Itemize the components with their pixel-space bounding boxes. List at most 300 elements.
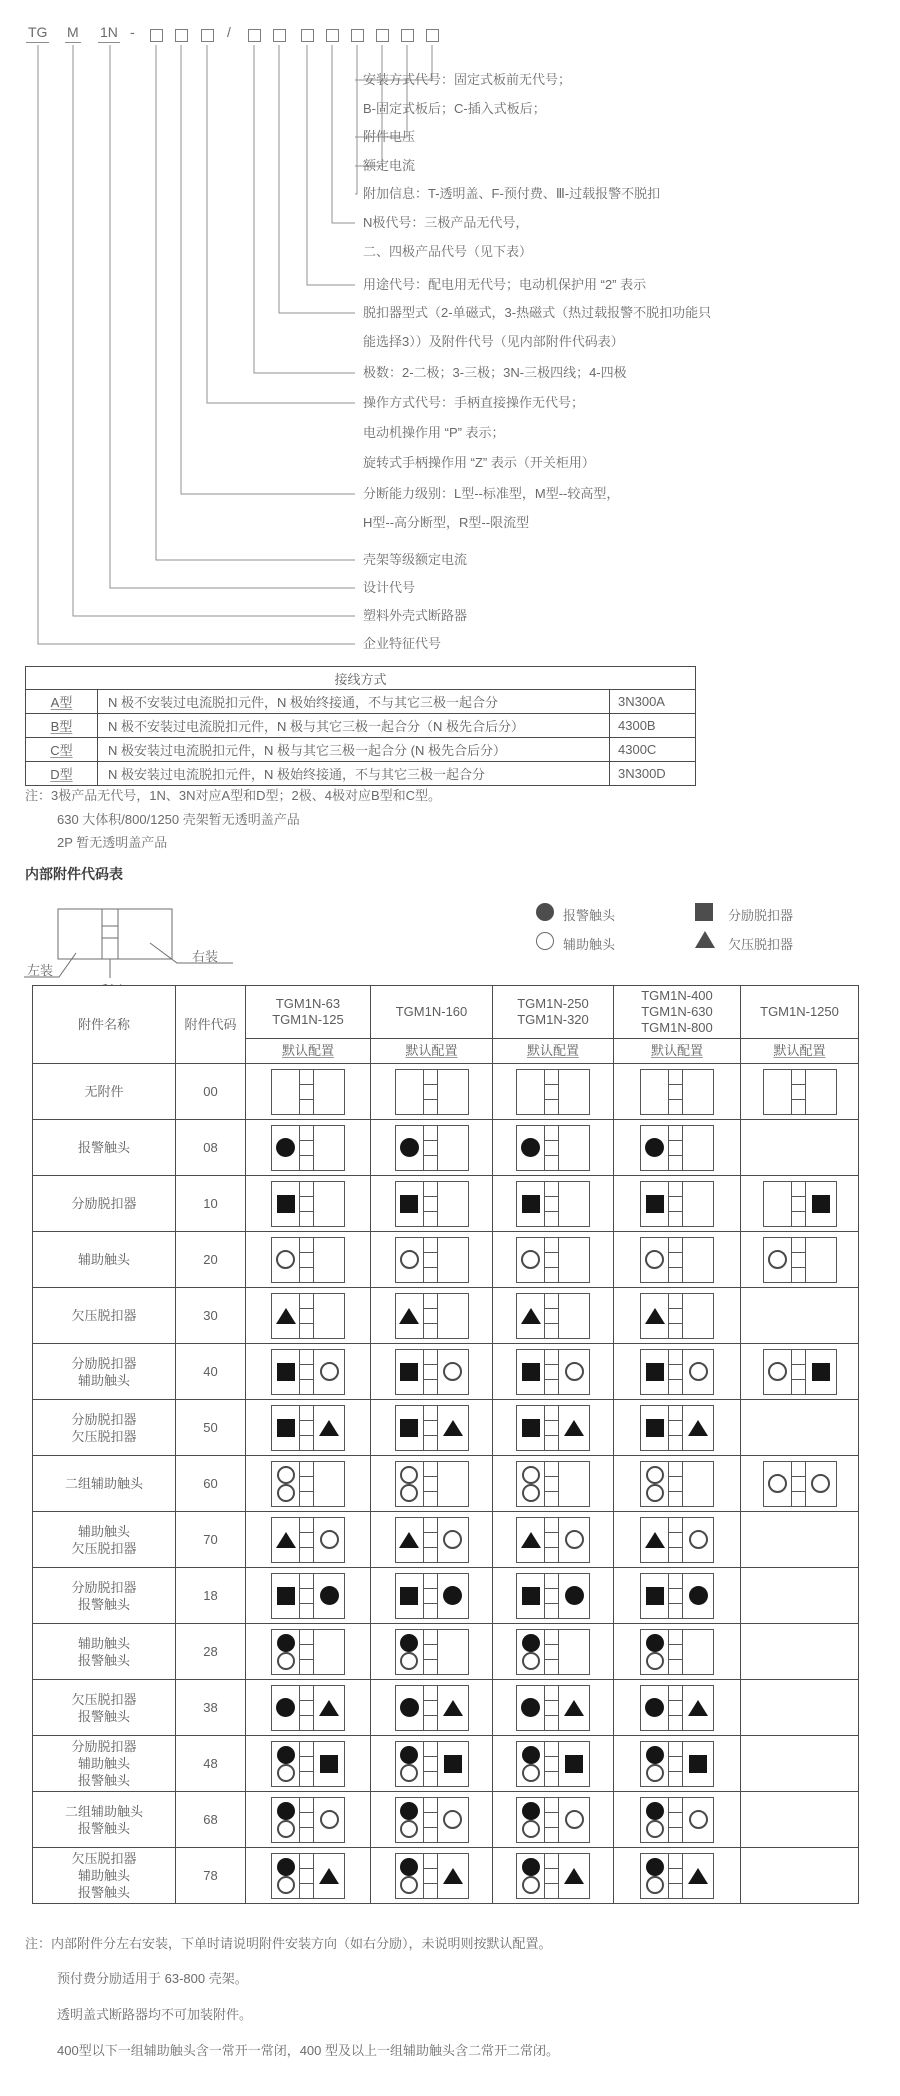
config-cell [246,1176,371,1232]
handle-strip [423,1294,438,1338]
accessory-name-line: 报警触头 [77,1885,130,1900]
accessory-name [33,1512,176,1568]
config-diagram [640,1181,714,1227]
config-diagram [516,1461,590,1507]
wiring-title: 接线方式 [26,667,696,690]
accessory-name-line: 欠压脱扣器 [71,1540,137,1556]
wiring-type-label: B型 [50,719,73,734]
aux-symbol [768,1250,787,1269]
config-right-compartment [683,1182,713,1226]
config-right-compartment [683,1798,713,1842]
config-right-compartment [683,1238,713,1282]
accessory-name [33,1176,176,1232]
accessory-row [33,1680,859,1736]
config-right-compartment [559,1182,589,1226]
accessory-name-line: 分励脱扣器 [71,1355,137,1371]
config-right-compartment [559,1630,589,1674]
config-diagram [395,1685,469,1731]
uv-symbol [521,1532,541,1548]
aux-symbol [646,1764,664,1782]
product-model: TGM1N-125 [272,1012,344,1027]
config-right-compartment [438,1574,468,1618]
model-label: 安装方式代号：固定式板前无代号； [363,72,572,87]
model-label: 企业特征代号 [363,636,442,651]
accessory-row [33,1064,859,1120]
accessory-code: 50 [176,1400,246,1456]
config-right-compartment [314,1742,344,1786]
config-left-compartment [396,1350,423,1394]
config-diagram [395,1629,469,1675]
model-digit-box [376,29,389,42]
handle-strip [423,1742,438,1786]
accessory-name-line: 分励脱扣器 [71,1196,137,1211]
config-cell [246,1512,371,1568]
handle-strip [544,1798,559,1842]
config-cell [246,1064,371,1120]
product-column-header [614,986,741,1039]
handle-strip [299,1294,314,1338]
config-right-compartment [559,1238,589,1282]
accessory-row [33,1400,859,1456]
accessory-name [33,1568,176,1624]
config-left-compartment [272,1126,299,1170]
config-cell [371,1624,493,1680]
alarm-symbol [400,1698,419,1717]
config-cell [614,1792,741,1848]
config-cell [246,1344,371,1400]
legend-label-alarm: 报警触头 [563,908,616,923]
alarm-symbol [443,1586,462,1605]
shunt-symbol [565,1755,583,1773]
config-cell [371,1680,493,1736]
uv-symbol [319,1700,339,1716]
config-right-compartment [683,1462,713,1506]
config-cell [493,1288,614,1344]
model-label: 分断能力级别：L型--标准型，M型--较高型， [363,486,620,501]
config-left-compartment [641,1070,668,1114]
config-cell [614,1400,741,1456]
alarm-contact-icon [536,903,554,921]
default-config-label: 默认配置 [773,1043,826,1058]
uv-symbol [521,1308,541,1324]
config-diagram [395,1573,469,1619]
config-right-compartment [314,1182,344,1226]
product-model: TGM1N-250 [517,996,589,1011]
config-left-compartment [272,1182,299,1226]
alarm-symbol [646,1802,664,1820]
shunt-symbol [277,1419,295,1437]
shunt-symbol [444,1755,462,1773]
handle-strip [423,1182,438,1226]
config-cell [493,1792,614,1848]
accessory-name [33,1232,176,1288]
wiring-type-label: A型 [50,695,73,710]
left-mount-label: 左装 [27,963,54,978]
wiring-table [25,666,696,786]
handle-strip [668,1462,683,1506]
config-cell [493,1680,614,1736]
config-right-compartment [314,1518,344,1562]
handle-strip [544,1238,559,1282]
config-cell [493,1344,614,1400]
uv-symbol [319,1420,339,1436]
config-left-compartment [517,1854,544,1898]
config-left-compartment [396,1294,423,1338]
accessory-name [33,1792,176,1848]
config-cell [614,1680,741,1736]
config-diagram [395,1405,469,1451]
config-right-compartment [438,1182,468,1226]
accessory-name [33,1400,176,1456]
shunt-symbol [400,1419,418,1437]
config-left-compartment [272,1294,299,1338]
config-right-compartment [559,1406,589,1450]
config-diagram [516,1629,590,1675]
config-left-compartment [272,1350,299,1394]
handle-strip [544,1126,559,1170]
config-diagram [395,1461,469,1507]
model-label: 极数：2-二极；3-三极；3N-三极四线；4-四极 [363,365,627,380]
model-label: 壳架等级额定电流 [363,552,468,567]
handle-strip [544,1350,559,1394]
config-diagram [271,1125,345,1171]
uv-symbol [443,1700,463,1716]
config-right-compartment [683,1406,713,1450]
product-model: TGM1N-800 [641,1020,713,1035]
alarm-symbol [521,1698,540,1717]
config-diagram [640,1741,714,1787]
handle-strip [668,1574,683,1618]
config-cell [614,1232,741,1288]
config-left-compartment [641,1238,668,1282]
config-diagram [763,1461,837,1507]
config-right-compartment [683,1294,713,1338]
config-left-compartment [641,1406,668,1450]
alarm-symbol [521,1138,540,1157]
handle-strip [423,1238,438,1282]
config-left-compartment [396,1798,423,1842]
config-left-compartment [272,1518,299,1562]
aux-symbol [400,1652,418,1670]
accessory-code: 00 [176,1064,246,1120]
handle-strip [299,1070,314,1114]
config-right-compartment [683,1854,713,1898]
alarm-symbol [277,1802,295,1820]
config-cell [493,1064,614,1120]
shunt-symbol [320,1755,338,1773]
config-left-compartment [641,1294,668,1338]
config-diagram [516,1125,590,1171]
aux-symbol [521,1250,540,1269]
product-column-header [246,986,371,1039]
note-line: 2P 暂无透明盖产品 [57,835,168,850]
accessory-code: 48 [176,1736,246,1792]
accessory-name-line: 欠压脱扣器 [71,1691,137,1707]
handle-strip [299,1182,314,1226]
default-config-label: 默认配置 [650,1043,703,1058]
config-cell [741,1568,859,1624]
handle-strip [544,1518,559,1562]
config-right-compartment [438,1630,468,1674]
config-right-compartment [314,1798,344,1842]
handle-strip [423,1462,438,1506]
config-left-compartment [272,1574,299,1618]
model-digit-box [201,29,214,42]
accessory-name-line: 欠压脱扣器 [71,1851,137,1866]
config-cell [614,1848,741,1904]
model-label: 操作方式代号：手柄直接操作无代号； [363,395,585,410]
handle-strip [299,1854,314,1898]
model-digit-box [426,29,439,42]
aux-symbol [320,1810,339,1829]
config-cell [246,1624,371,1680]
handle-strip [423,1126,438,1170]
model-label: H型--高分断型，R型--限流型 [363,515,530,530]
aux-symbol [522,1652,540,1670]
wiring-type [26,690,98,714]
config-cell [371,1232,493,1288]
config-right-compartment [683,1686,713,1730]
model-digit-box [248,29,261,42]
alarm-symbol [276,1138,295,1157]
handle-strip [544,1070,559,1114]
config-left-compartment [641,1686,668,1730]
config-right-compartment [559,1126,589,1170]
handle-strip [668,1742,683,1786]
config-left-compartment [517,1798,544,1842]
accessory-row [33,1120,859,1176]
config-diagram [640,1685,714,1731]
handle-strip [423,1518,438,1562]
uv-symbol [276,1308,296,1324]
config-cell [493,1736,614,1792]
config-cell [741,1680,859,1736]
shunt-release-icon [695,903,713,921]
shunt-symbol [522,1419,540,1437]
shunt-symbol [277,1195,295,1213]
model-label: 额定电流 [363,158,416,173]
handle-strip [299,1630,314,1674]
wiring-title-row [26,667,696,690]
accessory-name-line: 辅助触头 [77,1372,130,1388]
model-label: 旋转式手柄操作用 “Z” 表示（开关柜用） [363,455,595,470]
default-config-header [371,1039,493,1064]
shunt-symbol [522,1195,540,1213]
aux-symbol [400,1250,419,1269]
accessory-code: 60 [176,1456,246,1512]
accessory-code: 08 [176,1120,246,1176]
config-right-compartment [683,1350,713,1394]
config-right-compartment [314,1350,344,1394]
uv-symbol [564,1700,584,1716]
config-right-compartment [683,1574,713,1618]
shunt-symbol [812,1363,830,1381]
model-prefix-segment: M [65,24,81,43]
config-cell [246,1120,371,1176]
config-right-compartment [683,1518,713,1562]
aux-symbol [565,1810,584,1829]
alarm-symbol [646,1746,664,1764]
wiring-code: 3N300A [610,690,696,714]
aux-symbol [400,1484,418,1502]
config-right-compartment [559,1350,589,1394]
accessory-name [33,1680,176,1736]
accessory-table [32,985,859,1904]
config-right-compartment [438,1238,468,1282]
uv-symbol [645,1308,665,1324]
config-cell [246,1736,371,1792]
alarm-symbol [689,1586,708,1605]
shunt-symbol [646,1419,664,1437]
uv-symbol [564,1420,584,1436]
model-label: 附加信息：T-透明盖、F-预付费、Ⅲ-过载报警不脱扣 [363,186,661,201]
accessory-code: 10 [176,1176,246,1232]
config-left-compartment [272,1798,299,1842]
uv-symbol [319,1868,339,1884]
config-left-compartment [641,1574,668,1618]
model-label: 塑料外壳式断路器 [363,608,468,623]
alarm-symbol [646,1858,664,1876]
accessory-name [33,1344,176,1400]
config-left-compartment [764,1070,791,1114]
aux-symbol [768,1362,787,1381]
model-number-diagram [0,0,900,660]
config-left-compartment [641,1854,668,1898]
config-cell [493,1456,614,1512]
config-left-compartment [517,1350,544,1394]
accessory-name-line: 二组辅助触头 [64,1803,143,1819]
config-left-compartment [517,1686,544,1730]
config-right-compartment [683,1070,713,1114]
accessory-name [33,1064,176,1120]
accessory-row [33,1848,859,1904]
accessory-name-line: 二组辅助触头 [64,1476,143,1491]
aux-symbol [277,1764,295,1782]
handle-strip [299,1350,314,1394]
handle-strip [299,1798,314,1842]
config-diagram [271,1685,345,1731]
config-cell [741,1120,859,1176]
accessory-code: 20 [176,1232,246,1288]
config-cell [741,1736,859,1792]
aux-symbol [443,1810,462,1829]
config-diagram [763,1349,837,1395]
default-config-header [614,1039,741,1064]
handle-strip [544,1294,559,1338]
alarm-symbol [400,1746,418,1764]
handle-strip [299,1462,314,1506]
wiring-type-label: C型 [50,743,73,758]
config-cell [741,1232,859,1288]
uv-symbol [688,1868,708,1884]
aux-symbol [400,1764,418,1782]
handle-strip [423,1574,438,1618]
aux-symbol [811,1474,830,1493]
config-right-compartment [314,1406,344,1450]
note-line: 预付费分励适用于 63-800 壳架。 [57,1971,248,1986]
config-cell [371,1456,493,1512]
config-diagram [516,1181,590,1227]
config-diagram [640,1293,714,1339]
config-left-compartment [517,1126,544,1170]
handle-strip [423,1350,438,1394]
alarm-symbol [400,1858,418,1876]
legend-label-shunt: 分励脱扣器 [728,908,794,923]
config-right-compartment [559,1686,589,1730]
uv-symbol [276,1532,296,1548]
config-left-compartment [272,1238,299,1282]
uv-symbol [564,1868,584,1884]
handle-strip [668,1294,683,1338]
handle-strip [423,1406,438,1450]
handle-strip [791,1238,806,1282]
config-diagram [271,1853,345,1899]
aux-symbol [646,1484,664,1502]
config-left-compartment [396,1518,423,1562]
config-right-compartment [438,1518,468,1562]
config-left-compartment [396,1070,423,1114]
config-cell [493,1624,614,1680]
shunt-symbol [812,1195,830,1213]
config-cell [371,1176,493,1232]
accessory-name-line: 分励脱扣器 [71,1411,137,1427]
config-right-compartment [806,1070,836,1114]
accessory-name [33,1120,176,1176]
config-right-compartment [438,1742,468,1786]
shunt-symbol [400,1195,418,1213]
config-left-compartment [396,1126,423,1170]
aux-symbol [277,1466,295,1484]
accessory-name [33,1848,176,1904]
accessory-name [33,1288,176,1344]
handle-strip [299,1238,314,1282]
config-right-compartment [438,1350,468,1394]
config-left-compartment [641,1462,668,1506]
wiring-desc: N 极安装过电流脱扣元件，N 极始终接通，不与其它三极一起合分 [98,762,610,786]
aux-symbol [277,1484,295,1502]
model-label: 二、四极产品代号（见下表） [363,244,533,259]
config-left-compartment [396,1182,423,1226]
config-cell [741,1848,859,1904]
accessory-code: 78 [176,1848,246,1904]
accessory-name-line: 分励脱扣器 [71,1739,137,1754]
handle-strip [791,1462,806,1506]
wiring-type [26,762,98,786]
config-cell [493,1176,614,1232]
accessory-name-line: 辅助触头 [77,1523,130,1539]
config-cell [246,1792,371,1848]
config-cell [246,1848,371,1904]
config-right-compartment [806,1238,836,1282]
shunt-symbol [646,1195,664,1213]
aux-symbol [400,1466,418,1484]
config-left-compartment [641,1350,668,1394]
config-diagram [640,1853,714,1899]
alarm-symbol [522,1746,540,1764]
config-cell [493,1512,614,1568]
undervoltage-release-icon [695,931,715,948]
config-right-compartment [438,1854,468,1898]
aux-symbol [646,1466,664,1484]
config-right-compartment [806,1462,836,1506]
alarm-symbol [400,1802,418,1820]
accessory-name-line: 报警触头 [77,1820,130,1836]
handle-strip [299,1126,314,1170]
model-digit-box [401,29,414,42]
config-left-compartment [396,1630,423,1674]
config-diagram [640,1405,714,1451]
aux-symbol [768,1474,787,1493]
